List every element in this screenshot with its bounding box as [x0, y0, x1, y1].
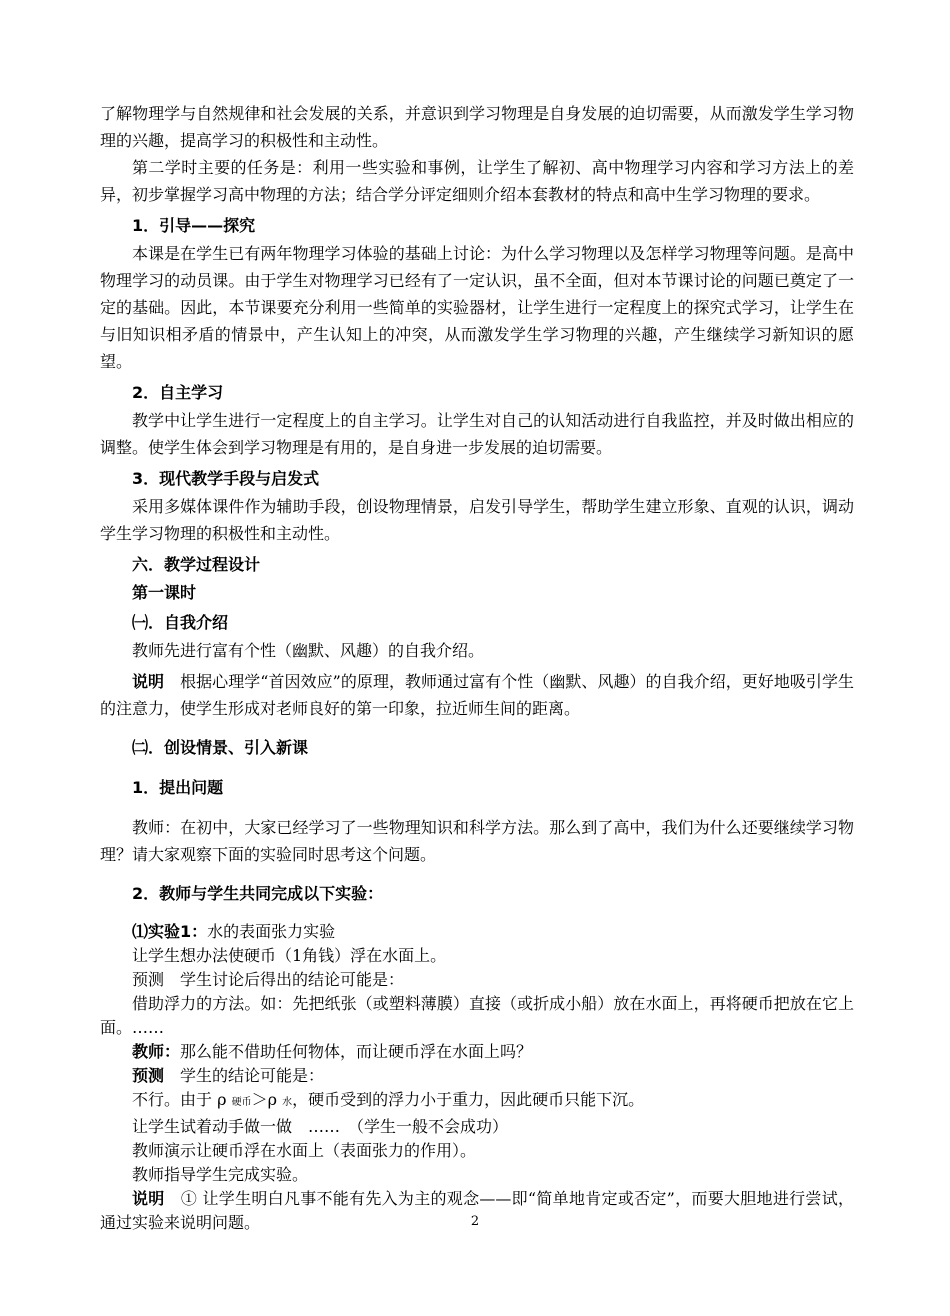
- density-subscript-coin: 硬币: [231, 1097, 252, 1108]
- section-heading-self-study: 2．自主学习: [132, 383, 224, 402]
- experiment-note-text: ① 让学生明白凡事不能有先入为主的观念——即“简单地肯定或否定”，而要大胆地进行尝试，通过实验来说明问题。: [100, 1189, 854, 1232]
- density-subscript-water: 水: [282, 1097, 293, 1108]
- intro-paragraph-1: 了解物理学与自然规律和社会发展的关系，并意识到学习物理是自身发展的迫切需要，从而激发学生学习物理的兴趣，提高学习的积极性和主动性。: [100, 104, 854, 150]
- experiment-block: [100, 920, 854, 1235]
- section-body-modern-teaching: 采用多媒体课件作为辅助手段，创设物理情景，启发引导学生，帮助学生建立形象、直观的认识，调动学生学习物理的积极性和主动性。: [100, 497, 854, 543]
- question-body: 教师：在初中，大家已经学习了一些物理知识和科学方法。那么到了高中，我们为什么还要继续学习物理？请大家观察下面的实验同时思考这个问题。: [100, 818, 854, 864]
- section-heading-modern-teaching: 3．现代教学手段与启发式: [132, 469, 320, 488]
- experiment-title-text: 水的表面张力实验: [207, 922, 336, 941]
- document-page: [100, 100, 854, 1235]
- lesson-heading: 第一课时: [132, 583, 197, 602]
- density-text-c: ，硬币受到的浮力小于重力，因此硬币只能下沉。: [292, 1090, 645, 1109]
- experiment-section-heading: 2．教师与学生共同完成以下实验：: [132, 884, 384, 903]
- experiment-line: 让学生想办法使硬币（1角钱）浮在水面上。: [132, 946, 447, 965]
- experiment-line: 教师演示让硬币浮在水面上（表面张力的作用）。: [132, 1141, 477, 1160]
- part-body-self-intro: 教师先进行富有个性（幽默、风趣）的自我介绍。: [132, 641, 485, 660]
- part-heading-self-intro: ㈠．自我介绍: [132, 613, 229, 632]
- intro-paragraph-2: 第二学时主要的任务是：利用一些实验和事例，让学生了解初、高中物理学习内容和学习方法上的差异，初步掌握学习高中物理的方法；结合学分评定细则介绍本套教材的特点和高中生学习物理的要求。: [100, 158, 854, 204]
- note-self-intro: [100, 668, 854, 722]
- page-number: 2: [470, 1214, 480, 1229]
- teacher-line: [100, 1040, 854, 1064]
- predict-label: 预测: [132, 1066, 165, 1085]
- teacher-label: 教师：: [132, 1042, 181, 1061]
- section-heading-guide-explore: 1．引导——探究: [132, 216, 256, 235]
- section-body-guide-explore: 本课是在学生已有两年物理学习体验的基础上讨论：为什么学习物理以及怎样学习物理等问题。是高中物理学习的动员课。由于学生对物理学习已经有了一定认识，虽不全面，但对本节课讨论的问题已奠定了一定的基础。因此，本节课要充分利用一些简单的实验器材，让学生进行一定程度上的探究式学习，让学生在与旧知识相矛盾的情景中，产生认知上的冲突，从而激发学生学习物理的兴趣，产生继续学习新知识的愿望。: [100, 244, 854, 371]
- teacher-text: 那么能不借助任何物体，而让硬币浮在水面上吗？: [180, 1042, 533, 1061]
- experiment-line: 预测 学生讨论后得出的结论可能是：: [132, 970, 405, 989]
- experiment-note-label: 说明: [132, 1189, 165, 1208]
- density-line: [100, 1088, 854, 1115]
- note-label: 说明: [132, 672, 165, 691]
- experiment-line: 让学生试着动手做一做 …… （学生一般不会成功）: [132, 1117, 509, 1136]
- section-body-self-study: 教学中让学生进行一定程度上的自主学习。让学生对自己的认知活动进行自我监控，并及时做出相应的调整。使学生体会到学习物理是有用的，是自身进一步发展的迫切需要。: [100, 411, 854, 457]
- experiment-title-label: ⑴实验1：: [132, 922, 208, 941]
- question-heading: 1．提出问题: [132, 778, 224, 797]
- predict-line: [100, 1064, 854, 1088]
- note-text: 根据心理学“首因效应”的原理，教师通过富有个性（幽默、风趣）的自我介绍，更好地吸引学生的注意力，使学生形成对老师良好的第一印象，拉近师生间的距离。: [100, 672, 854, 718]
- part-heading-scenario: ㈡．创设情景、引入新课: [132, 738, 309, 757]
- density-text-b: ＞ρ: [251, 1090, 283, 1109]
- experiment-title: [100, 920, 854, 944]
- experiment-line: 借助浮力的方法。如：先把纸张（或塑料薄膜）直接（或折成小船）放在水面上，再将硬币把放在它上面。……: [100, 994, 854, 1037]
- predict-text: 学生的结论可能是：: [164, 1066, 325, 1085]
- density-text-a: 不行。由于 ρ: [132, 1090, 232, 1109]
- section-heading-process-design: 六．教学过程设计: [132, 555, 261, 574]
- experiment-line: 教师指导学生完成实验。: [132, 1165, 309, 1184]
